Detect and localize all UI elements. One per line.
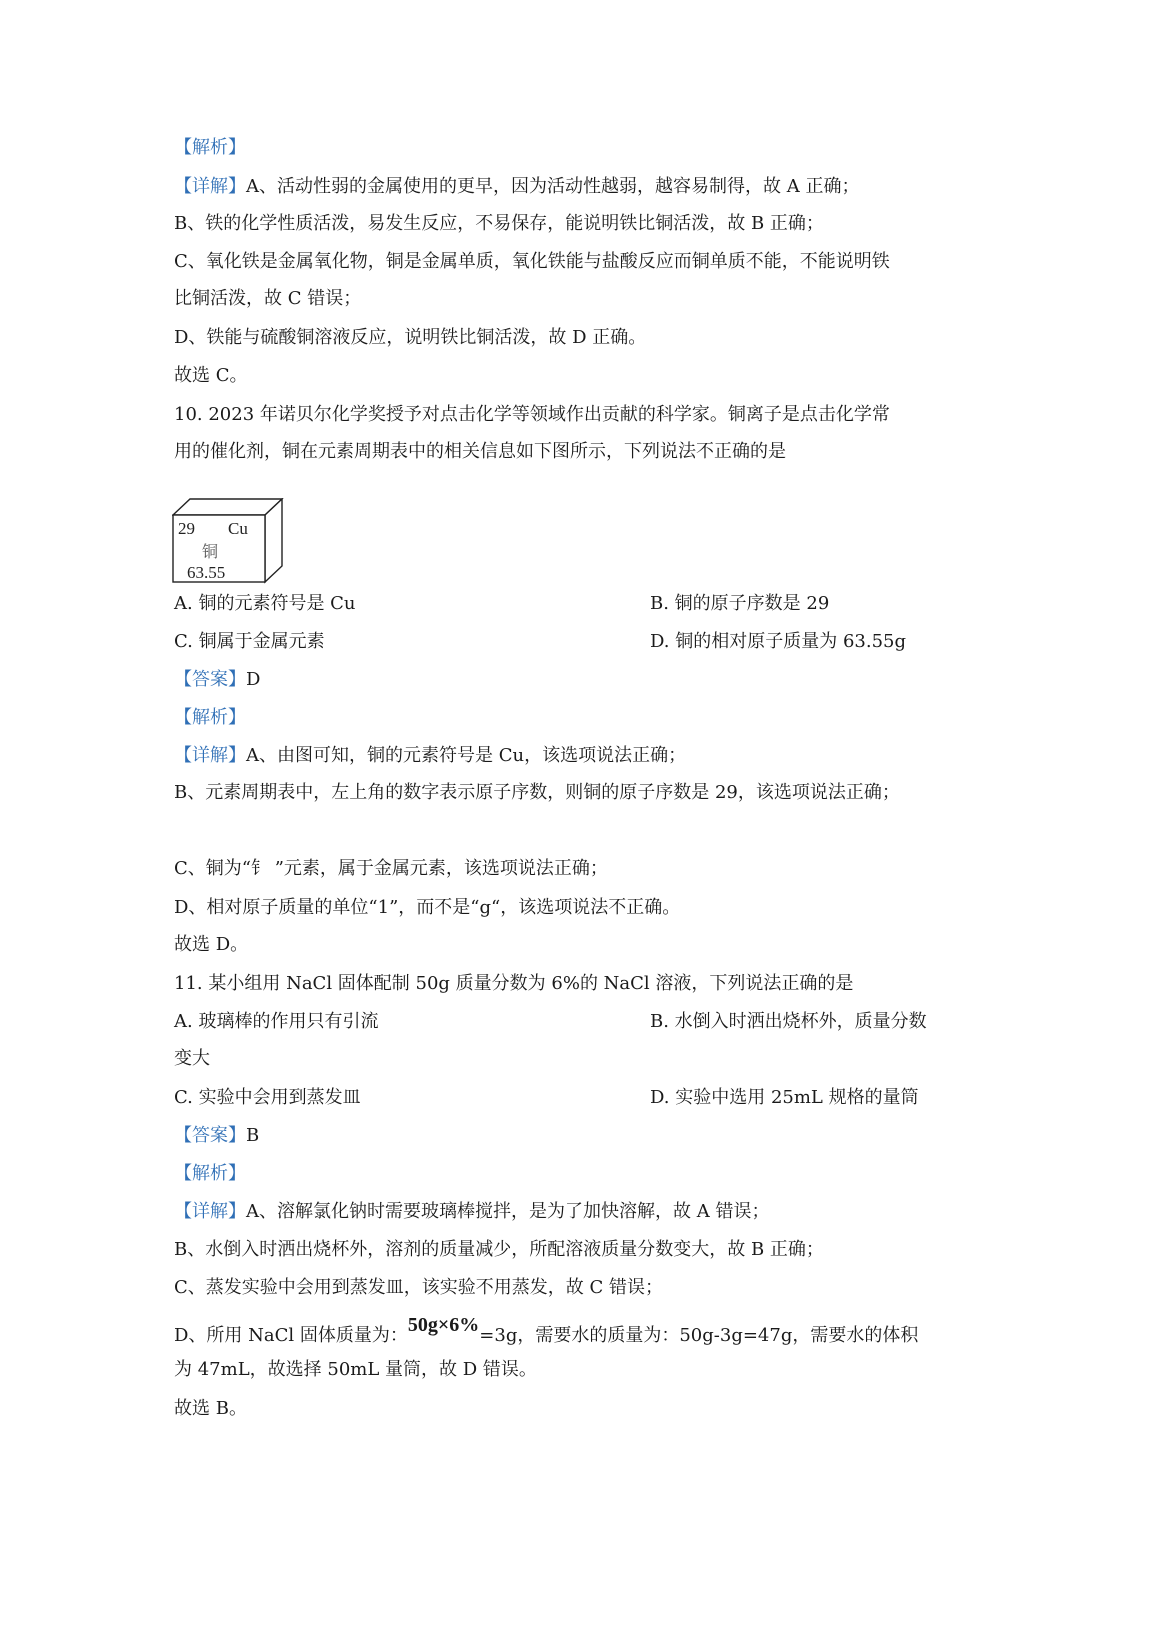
option-a: A. 玻璃棒的作用只有引流: [174, 1011, 379, 1032]
atomic-mass: 63.55: [187, 563, 226, 582]
detail-tag: 【详解】: [174, 1201, 246, 1222]
detail-line-b: B、铁的化学性质活泼，易发生反应，不易保存，能说明铁比铜活泼，故 B 正确；: [174, 213, 824, 234]
answer-value: D: [246, 669, 261, 690]
detail-line-a: [174, 744, 686, 768]
detail-line-c: C、铜为“钅 ”元素，属于金属元素，该选项说法正确；: [174, 858, 608, 879]
option-c: C. 实验中会用到蒸发皿: [174, 1087, 361, 1108]
detail-line-b: B、水倒入时洒出烧杯外，溶剂的质量减少，所配溶液质量分数变大，故 B 正确；: [174, 1239, 824, 1260]
conclusion: 故选 D。: [174, 934, 249, 955]
analysis-heading: 【解析】: [174, 137, 246, 158]
detail-line-d: [174, 1314, 919, 1348]
detail-line-b: B、元素周期表中，左上角的数字表示原子序数，则铜的原子序数是 29，该选项说法正确；: [174, 782, 900, 803]
detail-line-d: D、相对原子质量的单位“1”，而不是“g“，该选项说法不正确。: [174, 897, 681, 918]
detail-tag: 【详解】: [174, 176, 246, 197]
detail-d-prefix: D、所用 NaCl 固体质量为：: [174, 1325, 408, 1346]
answer-value: B: [246, 1125, 260, 1146]
element-symbol: Cu: [228, 519, 248, 538]
detail-line-c1: C、氧化铁是金属氧化物，铜是金属单质，氧化铁能与盐酸反应而铜单质不能，不能说明铁: [174, 251, 890, 272]
option-b-continued: 变大: [174, 1048, 210, 1069]
element-cube-figure: [172, 498, 284, 584]
detail-tag: 【详解】: [174, 745, 246, 766]
option-a: A. 铜的元素符号是 Cu: [174, 593, 356, 614]
analysis-heading: 【解析】: [174, 1163, 246, 1184]
element-name: 铜: [202, 542, 219, 561]
answer-line: [174, 1124, 259, 1148]
question-10-stem-1: 10. 2023 年诺贝尔化学奖授予对点击化学等领域作出贡献的科学家。铜离子是点击化学常: [174, 404, 890, 425]
analysis-heading: 【解析】: [174, 707, 246, 728]
detail-line-a: [174, 1200, 769, 1224]
detail-line-c2: 比铜活泼，故 C 错误；: [174, 288, 362, 309]
answer-line: [174, 668, 260, 692]
answer-tag: 【答案】: [174, 669, 246, 690]
option-b: B. 铜的原子序数是 29: [650, 593, 830, 614]
option-b: B. 水倒入时洒出烧杯外，质量分数: [650, 1011, 927, 1032]
detail-text: A、由图可知，铜的元素符号是 Cu，该选项说法正确；: [246, 745, 687, 766]
option-d: D. 铜的相对原子质量为 63.55g: [650, 631, 907, 652]
detail-line-a: [174, 175, 859, 199]
mass-formula: 50g×6%: [407, 1314, 480, 1336]
option-d: D. 实验中选用 25mL 规格的量筒: [650, 1087, 919, 1108]
conclusion: 故选 C。: [174, 365, 248, 386]
question-11-stem: 11. 某小组用 NaCl 固体配制 50g 质量分数为 6%的 NaCl 溶液，下列说法正确的是: [174, 973, 854, 994]
question-10-stem-2: 用的催化剂，铜在元素周期表中的相关信息如下图所示，下列说法不正确的是: [174, 441, 786, 462]
detail-d-suffix: =3g，需要水的质量为：50g-3g=47g，需要水的体积: [479, 1325, 919, 1346]
detail-text: A、溶解氯化钠时需要玻璃棒搅拌，是为了加快溶解，故 A 错误；: [246, 1201, 770, 1222]
atomic-number: 29: [178, 519, 195, 538]
detail-line-c: C、蒸发实验中会用到蒸发皿，该实验不用蒸发，故 C 错误；: [174, 1277, 663, 1298]
detail-text: A、活动性弱的金属使用的更早，因为活动性越弱，越容易制得，故 A 正确；: [246, 176, 860, 197]
conclusion: 故选 B。: [174, 1398, 247, 1419]
answer-tag: 【答案】: [174, 1125, 246, 1146]
option-c: C. 铜属于金属元素: [174, 631, 325, 652]
detail-line-d: D、铁能与硫酸铜溶液反应，说明铁比铜活泼，故 D 正确。: [174, 327, 647, 348]
detail-line-d2: 为 47mL，故选择 50mL 量筒，故 D 错误。: [174, 1359, 537, 1380]
